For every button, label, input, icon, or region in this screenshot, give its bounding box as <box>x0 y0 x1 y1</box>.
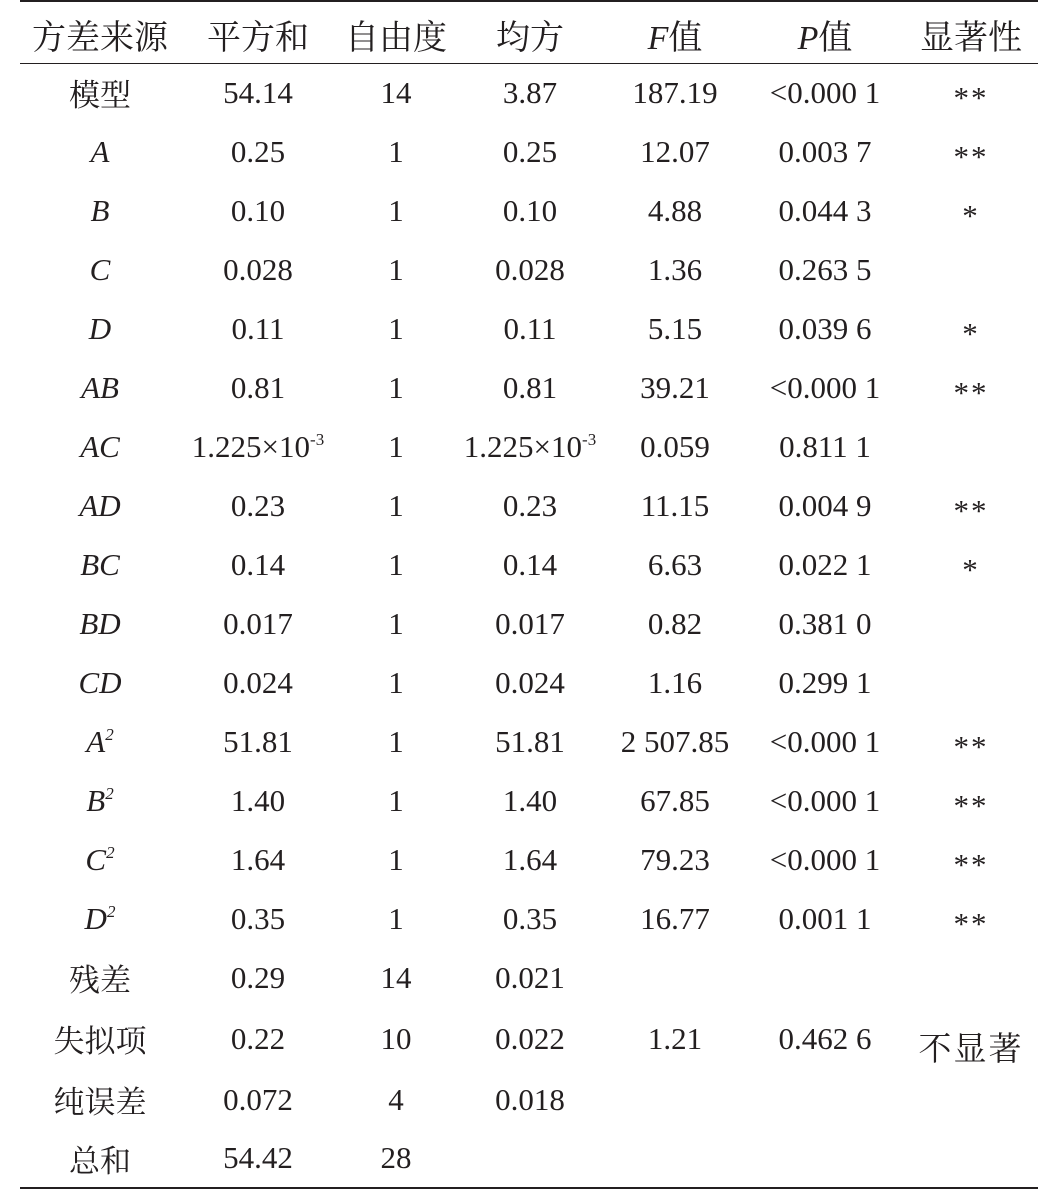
cell-mean-square-text: 51.81 <box>495 723 565 759</box>
table-row <box>20 358 1038 417</box>
cell-mean-square <box>456 358 604 417</box>
cell-df-text: 1 <box>388 900 404 936</box>
cell-df-text: 1 <box>388 605 404 641</box>
cell-f-value-text: 2 507.85 <box>620 723 730 759</box>
cell-p-value-text: <0.000 1 <box>769 369 881 405</box>
cell-mean-square <box>456 181 604 240</box>
cell-df <box>336 63 456 122</box>
cell-mean-square <box>456 63 604 122</box>
cell-sum-of-squares <box>180 535 336 594</box>
cell-p-value-text: 0.022 1 <box>778 546 872 582</box>
table-row <box>20 240 1038 299</box>
cell-f-value-text: 5.15 <box>647 310 703 346</box>
cell-mean-square-text: 0.022 <box>495 1020 565 1056</box>
cell-sum-of-squares-text: 0.10 <box>230 192 286 228</box>
cell-df <box>336 1129 456 1188</box>
cell-f-value <box>604 476 746 535</box>
table-row <box>20 417 1038 476</box>
header-p-suffix: 值 <box>818 19 853 57</box>
cell-p-value-text: 0.299 1 <box>778 664 872 700</box>
table-row <box>20 122 1038 181</box>
cell-significance <box>904 417 1038 476</box>
cell-p-value-text: 0.039 6 <box>778 310 872 346</box>
cell-sum-of-squares <box>180 358 336 417</box>
cell-f-value-text: 6.63 <box>647 546 703 582</box>
cell-source-text: D <box>88 310 112 346</box>
cell-p-value <box>746 63 904 122</box>
table-row <box>20 653 1038 712</box>
cell-sum-of-squares-text: 1.64 <box>230 841 286 877</box>
cell-sum-of-squares <box>180 476 336 535</box>
cell-f-value <box>604 535 746 594</box>
cell-mean-square-text: 0.25 <box>502 133 558 169</box>
cell-significance <box>904 1129 1038 1188</box>
cell-sum-of-squares <box>180 63 336 122</box>
cell-source-text: BD <box>79 605 121 641</box>
cell-significance <box>904 181 1038 240</box>
cell-sum-of-squares-text: 0.14 <box>230 546 286 582</box>
cell-mean-square <box>456 1129 604 1188</box>
header-mean-square: 均方 <box>456 1 604 63</box>
cell-mean-square <box>456 417 604 476</box>
cell-significance-text: * <box>962 315 980 351</box>
table-row <box>20 63 1038 122</box>
cell-significance-text: ** <box>953 787 989 823</box>
cell-significance-text: ** <box>953 492 989 528</box>
cell-p-value <box>746 771 904 830</box>
header-f-symbol: F <box>647 19 669 57</box>
cell-source-text: AB <box>81 369 119 405</box>
cell-source <box>20 594 180 653</box>
cell-mean-square-text: 3.87 <box>502 74 558 110</box>
cell-source <box>20 63 180 122</box>
cell-p-value-text: <0.000 1 <box>769 723 881 759</box>
cell-mean-square-text: 0.021 <box>495 959 565 995</box>
cell-significance <box>904 535 1038 594</box>
cell-source <box>20 1129 180 1188</box>
cell-df <box>336 830 456 889</box>
cell-f-value <box>604 712 746 771</box>
cell-p-value <box>746 417 904 476</box>
cell-p-value <box>746 122 904 181</box>
cell-f-value <box>604 1007 746 1070</box>
cell-source-text: 残差 <box>69 963 131 998</box>
cell-df <box>336 535 456 594</box>
cell-f-value-text: 1.36 <box>647 251 703 287</box>
cell-source-superscript: 2 <box>106 842 115 862</box>
cell-sum-of-squares-text: 0.29 <box>230 959 286 995</box>
cell-source-text: C <box>85 841 107 877</box>
cell-p-value <box>746 299 904 358</box>
cell-df <box>336 653 456 712</box>
cell-p-value-text: <0.000 1 <box>769 841 881 877</box>
header-f-value <box>604 1 746 63</box>
cell-p-value <box>746 1129 904 1188</box>
cell-df-text: 1 <box>388 251 404 287</box>
cell-mean-square-superscript: -3 <box>582 429 597 449</box>
cell-f-value <box>604 889 746 948</box>
cell-source <box>20 299 180 358</box>
header-source: 方差来源 <box>20 1 180 63</box>
cell-source <box>20 240 180 299</box>
cell-p-value-text: 0.003 7 <box>778 133 872 169</box>
cell-source-text: 模型 <box>69 78 131 114</box>
cell-significance <box>904 358 1038 417</box>
table-row <box>20 594 1038 653</box>
cell-df <box>336 712 456 771</box>
cell-f-value-text: 1.21 <box>647 1020 703 1056</box>
cell-source-text: A <box>90 133 110 169</box>
cell-source-text: 失拟项 <box>53 1024 147 1059</box>
cell-p-value-text: 0.462 6 <box>778 1020 872 1056</box>
header-p-value <box>746 1 904 63</box>
cell-significance <box>904 63 1038 122</box>
cell-significance-text: * <box>962 197 980 233</box>
cell-sum-of-squares-text: 51.81 <box>223 723 293 759</box>
table-row <box>20 535 1038 594</box>
cell-sum-of-squares <box>180 653 336 712</box>
cell-p-value <box>746 889 904 948</box>
cell-f-value-text: 187.19 <box>632 74 718 110</box>
cell-p-value <box>746 594 904 653</box>
cell-f-value-text: 0.059 <box>640 428 710 464</box>
cell-sum-of-squares-text: 0.81 <box>230 369 286 405</box>
cell-source <box>20 948 180 1007</box>
table-row <box>20 476 1038 535</box>
cell-sum-of-squares <box>180 299 336 358</box>
table-row <box>20 1007 1038 1070</box>
cell-mean-square-text: 0.35 <box>502 900 558 936</box>
cell-significance <box>904 240 1038 299</box>
header-f-suffix: 值 <box>668 19 703 57</box>
cell-sum-of-squares-text: 54.14 <box>223 74 293 110</box>
table-row <box>20 1129 1038 1188</box>
cell-f-value <box>604 181 746 240</box>
cell-source-text: D <box>84 900 107 936</box>
header-p-symbol: P <box>797 19 819 57</box>
cell-sum-of-squares-text: 0.35 <box>230 900 286 936</box>
cell-mean-square <box>456 771 604 830</box>
cell-source <box>20 535 180 594</box>
cell-f-value <box>604 594 746 653</box>
cell-df-text: 1 <box>388 841 404 877</box>
cell-f-value <box>604 830 746 889</box>
header-significance: 显著性 <box>904 1 1038 63</box>
cell-sum-of-squares <box>180 1129 336 1188</box>
cell-f-value <box>604 948 746 1007</box>
cell-sum-of-squares <box>180 181 336 240</box>
cell-sum-of-squares-text: 0.072 <box>223 1081 293 1117</box>
cell-mean-square <box>456 889 604 948</box>
cell-df-text: 1 <box>388 487 404 523</box>
cell-p-value-text: <0.000 1 <box>769 74 881 110</box>
cell-mean-square-text: 0.018 <box>495 1081 565 1117</box>
cell-sum-of-squares-text: 1.225×10 <box>191 428 311 464</box>
cell-source <box>20 181 180 240</box>
cell-source-text: 纯误差 <box>53 1085 147 1120</box>
cell-source <box>20 712 180 771</box>
cell-source <box>20 653 180 712</box>
table-row <box>20 712 1038 771</box>
table-row <box>20 771 1038 830</box>
table-row <box>20 830 1038 889</box>
cell-sum-of-squares-text: 0.024 <box>223 664 293 700</box>
table-row <box>20 299 1038 358</box>
cell-mean-square <box>456 712 604 771</box>
cell-sum-of-squares-text: 0.22 <box>230 1020 286 1056</box>
cell-f-value-text: 4.88 <box>647 192 703 228</box>
cell-f-value <box>604 358 746 417</box>
cell-f-value <box>604 1129 746 1188</box>
cell-f-value <box>604 63 746 122</box>
cell-sum-of-squares <box>180 948 336 1007</box>
header-df: 自由度 <box>336 1 456 63</box>
cell-significance <box>904 299 1038 358</box>
table-header <box>20 1 1038 63</box>
cell-significance-text: ** <box>953 905 989 941</box>
cell-df <box>336 299 456 358</box>
cell-source-text: B <box>86 782 106 818</box>
cell-mean-square <box>456 476 604 535</box>
cell-p-value <box>746 181 904 240</box>
cell-sum-of-squares-text: 0.23 <box>230 487 286 523</box>
cell-p-value <box>746 712 904 771</box>
cell-significance <box>904 830 1038 889</box>
cell-f-value-text: 11.15 <box>640 487 710 523</box>
cell-significance <box>904 594 1038 653</box>
cell-df-text: 28 <box>380 1140 412 1175</box>
cell-df-text: 14 <box>380 959 412 995</box>
cell-df-text: 10 <box>380 1020 412 1056</box>
cell-source <box>20 830 180 889</box>
cell-mean-square <box>456 122 604 181</box>
cell-f-value-text: 16.77 <box>640 900 710 936</box>
cell-p-value-text: 0.004 9 <box>778 487 872 523</box>
cell-sum-of-squares <box>180 122 336 181</box>
cell-mean-square-text: 0.11 <box>503 310 557 346</box>
cell-df-text: 1 <box>388 723 404 759</box>
cell-df-text: 1 <box>388 310 404 346</box>
cell-significance <box>904 1070 1038 1129</box>
cell-f-value-text: 0.82 <box>647 605 703 641</box>
cell-df <box>336 594 456 653</box>
table-row <box>20 181 1038 240</box>
cell-source <box>20 476 180 535</box>
cell-sum-of-squares-text: 1.40 <box>230 782 286 818</box>
cell-source <box>20 889 180 948</box>
cell-p-value-text: <0.000 1 <box>769 782 881 818</box>
cell-f-value <box>604 653 746 712</box>
cell-p-value-text: 0.044 3 <box>778 192 872 228</box>
cell-mean-square <box>456 299 604 358</box>
cell-df <box>336 1070 456 1129</box>
cell-source-text: 总和 <box>69 1143 131 1179</box>
cell-source <box>20 122 180 181</box>
cell-significance-text: ** <box>953 846 989 882</box>
cell-source-text: B <box>90 192 110 228</box>
cell-significance-text: ** <box>953 728 989 764</box>
cell-p-value <box>746 535 904 594</box>
cell-mean-square-text: 1.40 <box>502 782 558 818</box>
cell-df <box>336 948 456 1007</box>
cell-significance-text: ** <box>953 374 989 410</box>
anova-table <box>20 0 1038 1189</box>
cell-p-value-text: 0.811 1 <box>779 428 871 464</box>
cell-sum-of-squares-text: 54.42 <box>223 1140 293 1175</box>
cell-f-value <box>604 240 746 299</box>
cell-p-value-text: 0.001 1 <box>778 900 872 936</box>
cell-mean-square-text: 0.23 <box>502 487 558 523</box>
cell-significance-text: 不显著 <box>918 1032 1024 1068</box>
cell-significance <box>904 771 1038 830</box>
cell-sum-of-squares <box>180 830 336 889</box>
cell-f-value-text: 12.07 <box>640 133 710 169</box>
cell-sum-of-squares <box>180 1007 336 1070</box>
cell-df <box>336 122 456 181</box>
cell-df-text: 1 <box>388 782 404 818</box>
cell-sum-of-squares <box>180 594 336 653</box>
cell-df-text: 4 <box>388 1081 404 1117</box>
cell-significance <box>904 712 1038 771</box>
cell-sum-of-squares <box>180 889 336 948</box>
table-row <box>20 948 1038 1007</box>
cell-sum-of-squares-text: 0.25 <box>230 133 286 169</box>
cell-significance-text: ** <box>953 138 989 174</box>
cell-sum-of-squares-superscript: -3 <box>310 429 325 449</box>
cell-sum-of-squares <box>180 417 336 476</box>
cell-source-superscript: 2 <box>106 901 116 921</box>
cell-significance <box>904 122 1038 181</box>
cell-mean-square <box>456 594 604 653</box>
cell-p-value <box>746 358 904 417</box>
cell-p-value <box>746 1070 904 1129</box>
cell-p-value <box>746 240 904 299</box>
cell-p-value-text: 0.263 5 <box>778 251 872 287</box>
cell-df-text: 1 <box>388 546 404 582</box>
cell-sum-of-squares <box>180 240 336 299</box>
cell-source-superscript: 2 <box>105 783 114 803</box>
cell-df <box>336 240 456 299</box>
cell-source-text: C <box>89 251 111 287</box>
cell-source <box>20 1070 180 1129</box>
cell-significance-text: * <box>962 551 980 587</box>
cell-mean-square-text: 0.81 <box>502 369 558 405</box>
cell-mean-square <box>456 1007 604 1070</box>
table-body <box>20 63 1038 1188</box>
cell-df-text: 1 <box>388 664 404 700</box>
cell-mean-square-text: 1.225×10 <box>463 428 583 464</box>
cell-df <box>336 417 456 476</box>
cell-source-superscript: 2 <box>105 724 114 744</box>
cell-f-value <box>604 1070 746 1129</box>
cell-f-value <box>604 122 746 181</box>
cell-mean-square-text: 0.028 <box>495 251 565 287</box>
cell-source <box>20 417 180 476</box>
cell-sum-of-squares-text: 0.017 <box>223 605 293 641</box>
cell-df-text: 1 <box>388 428 404 464</box>
cell-f-value-text: 1.16 <box>647 664 703 700</box>
cell-sum-of-squares-text: 0.028 <box>223 251 293 287</box>
cell-df <box>336 181 456 240</box>
cell-source-text: BC <box>80 546 120 582</box>
header-sum-of-squares: 平方和 <box>180 1 336 63</box>
cell-df <box>336 889 456 948</box>
cell-mean-square-text: 0.024 <box>495 664 565 700</box>
cell-sum-of-squares <box>180 1070 336 1129</box>
cell-significance <box>904 948 1038 1007</box>
cell-mean-square-text: 0.14 <box>502 546 558 582</box>
cell-df <box>336 476 456 535</box>
cell-p-value-text: 0.381 0 <box>778 605 872 641</box>
cell-df-text: 14 <box>380 74 412 110</box>
cell-p-value <box>746 1007 904 1070</box>
table-row <box>20 889 1038 948</box>
cell-mean-square <box>456 830 604 889</box>
table-row <box>20 1070 1038 1129</box>
cell-source-text: A <box>86 723 106 759</box>
cell-df <box>336 771 456 830</box>
cell-df <box>336 1007 456 1070</box>
cell-source <box>20 771 180 830</box>
cell-mean-square <box>456 948 604 1007</box>
cell-significance <box>904 653 1038 712</box>
cell-df-text: 1 <box>388 369 404 405</box>
cell-f-value <box>604 771 746 830</box>
cell-source-text: AC <box>80 428 120 464</box>
cell-mean-square <box>456 1070 604 1129</box>
cell-f-value-text: 39.21 <box>640 369 710 405</box>
cell-df-text: 1 <box>388 133 404 169</box>
cell-f-value-text: 67.85 <box>640 782 710 818</box>
cell-sum-of-squares <box>180 771 336 830</box>
cell-sum-of-squares-text: 0.11 <box>231 310 285 346</box>
cell-mean-square <box>456 653 604 712</box>
cell-df <box>336 358 456 417</box>
cell-p-value <box>746 830 904 889</box>
cell-f-value <box>604 417 746 476</box>
cell-mean-square-text: 0.10 <box>502 192 558 228</box>
cell-source <box>20 358 180 417</box>
cell-source-text: AD <box>79 487 121 523</box>
cell-sum-of-squares <box>180 712 336 771</box>
cell-mean-square <box>456 240 604 299</box>
cell-mean-square-text: 0.017 <box>495 605 565 641</box>
cell-mean-square <box>456 535 604 594</box>
header-row <box>20 1 1038 63</box>
cell-source-text: CD <box>78 664 122 700</box>
cell-significance <box>904 1007 1038 1070</box>
cell-f-value <box>604 299 746 358</box>
cell-mean-square-text: 1.64 <box>502 841 558 877</box>
cell-significance <box>904 889 1038 948</box>
cell-df-text: 1 <box>388 192 404 228</box>
cell-significance <box>904 476 1038 535</box>
cell-source <box>20 1007 180 1070</box>
cell-p-value <box>746 948 904 1007</box>
cell-p-value <box>746 653 904 712</box>
cell-p-value <box>746 476 904 535</box>
cell-significance-text: ** <box>953 79 989 115</box>
cell-f-value-text: 79.23 <box>640 841 710 877</box>
